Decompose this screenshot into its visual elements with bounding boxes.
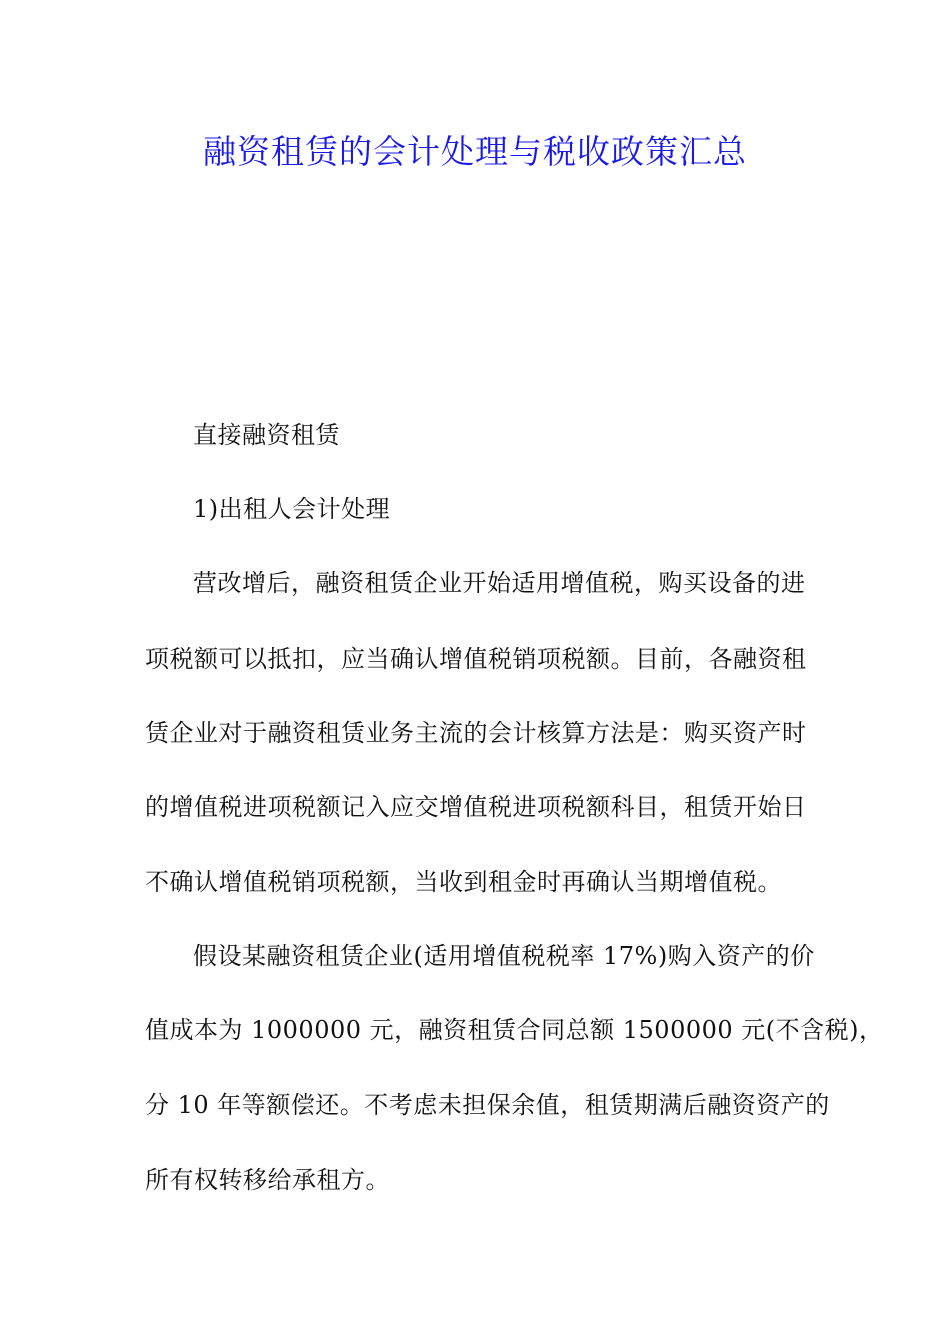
section-heading: 直接融资租赁	[193, 421, 340, 449]
subsection-heading: 1)出租人会计处理	[193, 495, 391, 523]
paragraph-line: 不确认增值税销项税额，当收到租金时再确认当期增值税。	[145, 868, 782, 896]
paragraph-line: 的增值税进项税额记入应交增值税进项税额科目，租赁开始日	[145, 793, 807, 821]
paragraph-line: 假设某融资租赁企业(适用增值税税率 17%)购入资产的价	[193, 942, 815, 970]
paragraph-line: 赁企业对于融资租赁业务主流的会计核算方法是：购买资产时	[145, 719, 807, 747]
document-title: 融资租赁的会计处理与税收政策汇总	[203, 132, 747, 171]
paragraph-line: 项税额可以抵扣，应当确认增值税销项税额。目前，各融资租	[145, 645, 807, 673]
paragraph-line: 营改增后，融资租赁企业开始适用增值税，购买设备的进	[193, 569, 806, 597]
paragraph-line: 分 10 年等额偿还。不考虑未担保余值，租赁期满后融资资产的	[145, 1091, 830, 1119]
paragraph-line: 所有权转移给承租方。	[145, 1166, 390, 1194]
paragraph-line: 值成本为 1000000 元，融资租赁合同总额 1500000 元(不含税)，	[145, 1016, 884, 1044]
